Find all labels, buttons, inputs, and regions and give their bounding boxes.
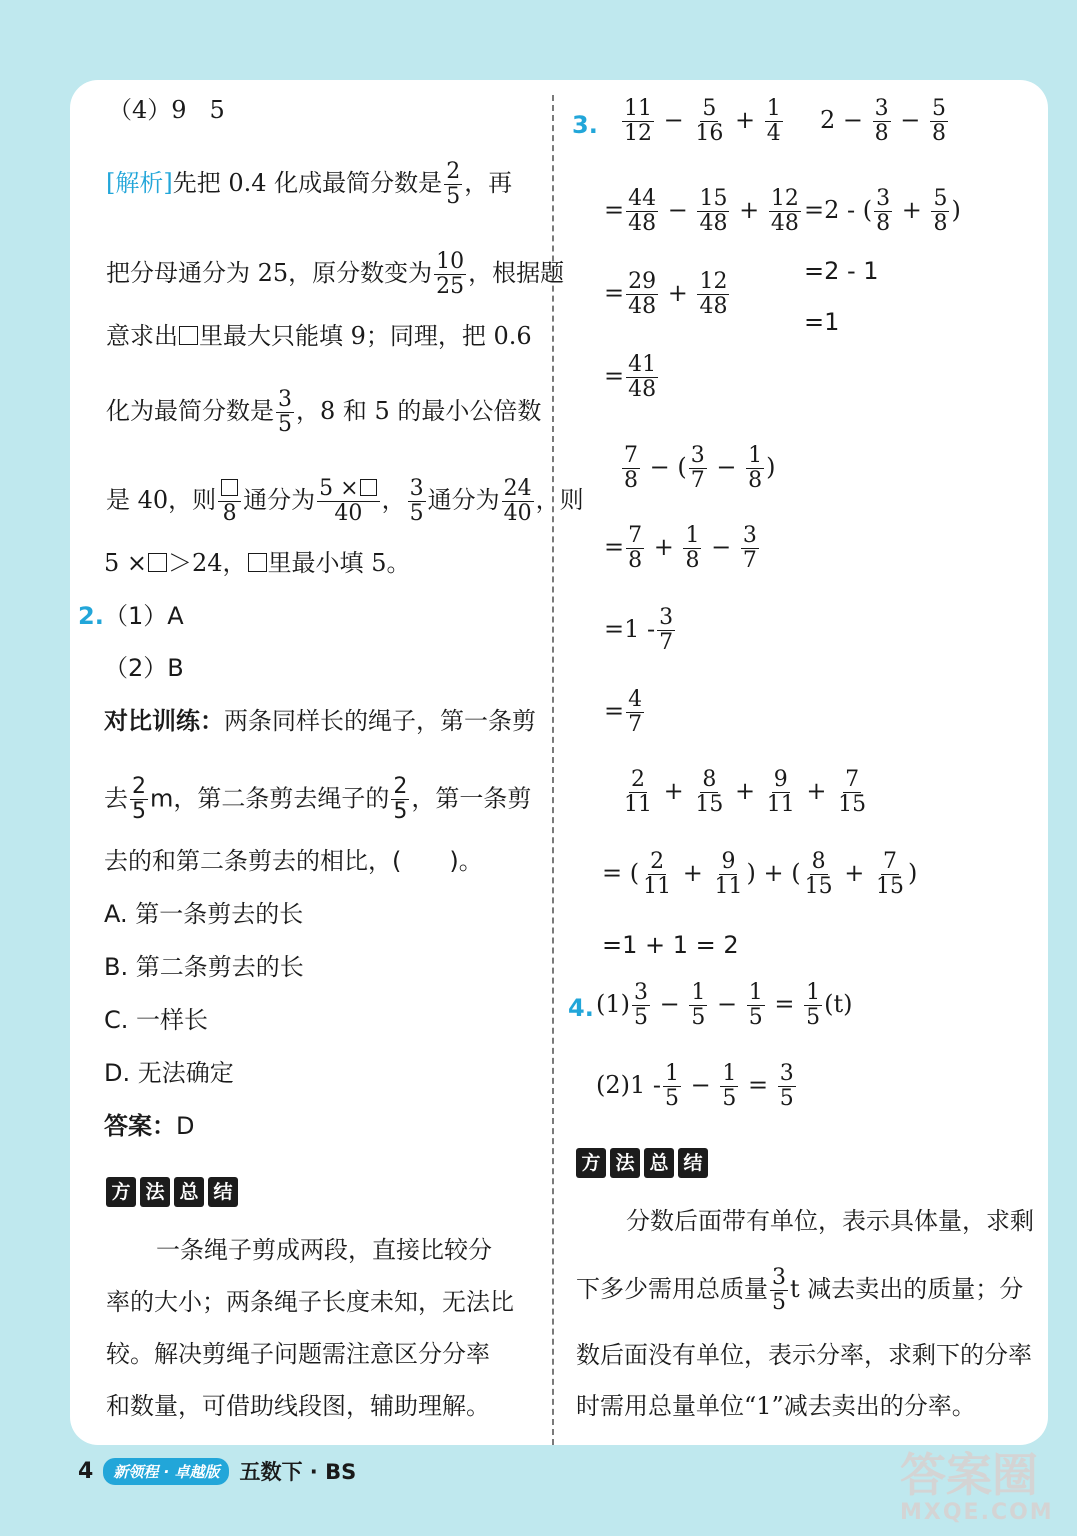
summary-left-line-1: 一条绳子剪成两段，直接比较分 xyxy=(156,1236,492,1264)
blank-box xyxy=(148,553,167,572)
contrast-line-3: 去的和第二条剪去的相比，( )。 xyxy=(104,847,483,875)
q3-e1-line-3: = $\frac{29}{48}$ + $\frac{12}{48}$ xyxy=(604,269,728,319)
analysis-line-4: 化为最简分数是 $\frac{3}{5}$ ，8 和 5 的最小公倍数 xyxy=(106,387,542,437)
analysis-line-2: 把分母通分为 25，原分数变为 $\frac{10}{25}$ ，根据题 xyxy=(106,249,565,299)
analysis-line-1: [解析]先把 0.4 化成最简分数是 $\frac{2}{5}$ ，再 xyxy=(106,159,513,209)
summary-right-line-1: 分数后面带有单位，表示具体量，求剩 xyxy=(626,1207,1034,1235)
q3-e1-line-4: = $\frac{41}{48}$ xyxy=(604,352,657,402)
q3-e2-line-2: =2 - ( $\frac{3}{8}$ + $\frac{5}{8}$ ) xyxy=(804,186,961,236)
q3-e3-line-3: =1 - $\frac{3}{7}$ xyxy=(604,605,674,655)
grade-label: 五数下 · BS xyxy=(239,1460,357,1484)
fraction: $\frac{5 \times}{40}$ xyxy=(317,477,379,526)
q4-part-2: (2)1 - $\frac{1}{5}$ − $\frac{1}{5}$ = $\frac{3}{5}$ xyxy=(596,1061,794,1111)
fraction: $\frac{3}{5}$ xyxy=(409,476,424,526)
q3-e2-line-4: =1 xyxy=(804,308,840,336)
page-number: 4 xyxy=(78,1458,94,1484)
q1-4-answer: （4）9 5 xyxy=(108,96,225,124)
option-b: B. 第二条剪去的长 xyxy=(104,953,304,981)
watermark: 答案圈 MXQE.COM xyxy=(900,1448,1054,1525)
answer-line: 答案：D xyxy=(104,1112,195,1140)
analysis-line-6: 5 × ＞24， 里最小填 5。 xyxy=(104,549,411,577)
contrast-line-2: 去 $\frac{2}{5}$ m，第二条剪去绳子的 $\frac{2}{5}$ ，第一条剪 xyxy=(104,774,532,824)
blank-box xyxy=(360,479,377,496)
analysis-tag: 解析 xyxy=(115,169,164,197)
fraction: 8 xyxy=(218,477,241,526)
q4-number: 4. xyxy=(568,994,594,1022)
q3-e4-line-1: $\frac{2}{11}$ + $\frac{8}{15}$ + $\frac{9}{11}$ + $\frac{7}{15}$ xyxy=(624,767,867,817)
fraction: $\frac{3}{5}$ xyxy=(278,387,292,437)
option-d: D. 无法确定 xyxy=(104,1059,234,1087)
q2-answer-1: （1）A xyxy=(104,602,184,630)
fraction: $\frac{24}{40}$ xyxy=(503,476,532,526)
q3-e3-line-2: = $\frac{7}{8}$ + $\frac{1}{8}$ − $\frac{3}{7}$ xyxy=(604,523,757,573)
fraction: $\frac{2}{5}$ xyxy=(393,774,408,824)
fraction: $\frac{2}{5}$ xyxy=(132,774,146,824)
q3-number: 3. xyxy=(572,111,598,139)
q3-e1-line-1: $\frac{11}{12}$ − $\frac{5}{16}$ + $\frac{1}{4}$ xyxy=(624,96,781,146)
summary-right-line-2: 下多少需用总质量 $\frac{3}{5}$ t 减去卖出的质量；分 xyxy=(576,1265,1024,1315)
q3-e3-line-1: $\frac{7}{8}$ − ( $\frac{3}{7}$ − $\frac{1}{8}$ ) xyxy=(624,443,776,493)
q2-number: 2. xyxy=(78,602,104,630)
q3-e1-line-2: = $\frac{44}{48}$ − $\frac{15}{48}$ + $\frac{12}{48}$ xyxy=(604,186,799,236)
page-footer xyxy=(78,1456,356,1486)
option-a: A. 第一条剪去的长 xyxy=(104,900,304,928)
blank-box xyxy=(179,326,198,345)
summary-left-line-2: 率的大小；两条绳子长度未知，无法比 xyxy=(106,1288,514,1316)
contrast-line-1: 对比训练：两条同样长的绳子，第一条剪 xyxy=(104,707,536,735)
summary-left-line-4: 和数量，可借助线段图，辅助理解。 xyxy=(106,1392,490,1420)
option-c: C. 一样长 xyxy=(104,1006,209,1034)
q3-e2-line-3: =2 - 1 xyxy=(804,257,879,285)
q4-part-1: (1) $\frac{3}{5}$ − $\frac{1}{5}$ − $\frac{1}{5}$ = $\frac{1}{5}$ (t) xyxy=(596,980,853,1030)
fraction: $\frac{2}{5}$ xyxy=(446,159,461,209)
summary-badge-left: 方 法 总 结 xyxy=(106,1177,238,1207)
q2-answer-2: （2）B xyxy=(104,654,184,682)
summary-left-line-3: 较。解决剪绳子问题需注意区分分率 xyxy=(106,1340,490,1368)
blank-box xyxy=(221,479,238,496)
fraction: $\frac{10}{25}$ xyxy=(436,249,465,299)
analysis-line-5: 是 40，则 8 通分为 $\frac{5 \times}{40}$ ， $\frac{3}{5}$ 通分为 $\frac{24}{40}$ ，则 xyxy=(106,476,584,526)
q3-e4-line-2: = ( $\frac{2}{11}$ + $\frac{9}{11}$ ) + ( $\frac{8}{15}$ + $\frac{7}{15}$ ) xyxy=(602,849,918,899)
summary-badge-right: 方 法 总 结 xyxy=(576,1148,708,1178)
summary-right-line-3: 数后面没有单位，表示分率，求剩下的分率 xyxy=(576,1341,1032,1369)
summary-right-line-4: 时需用总量单位“1”减去卖出的分率。 xyxy=(576,1392,976,1420)
series-badge: 新领程 · 卓越版 xyxy=(103,1458,229,1485)
q3-e2-line-1: 2 − $\frac{3}{8}$ − $\frac{5}{8}$ xyxy=(820,96,947,146)
analysis-line-3: 意求出 里最大只能填 9；同理，把 0.6 xyxy=(106,322,532,350)
blank-box xyxy=(248,553,267,572)
q3-e3-line-4: = $\frac{4}{7}$ xyxy=(604,687,643,737)
q3-e4-line-3: =1 + 1 = 2 xyxy=(602,931,739,959)
